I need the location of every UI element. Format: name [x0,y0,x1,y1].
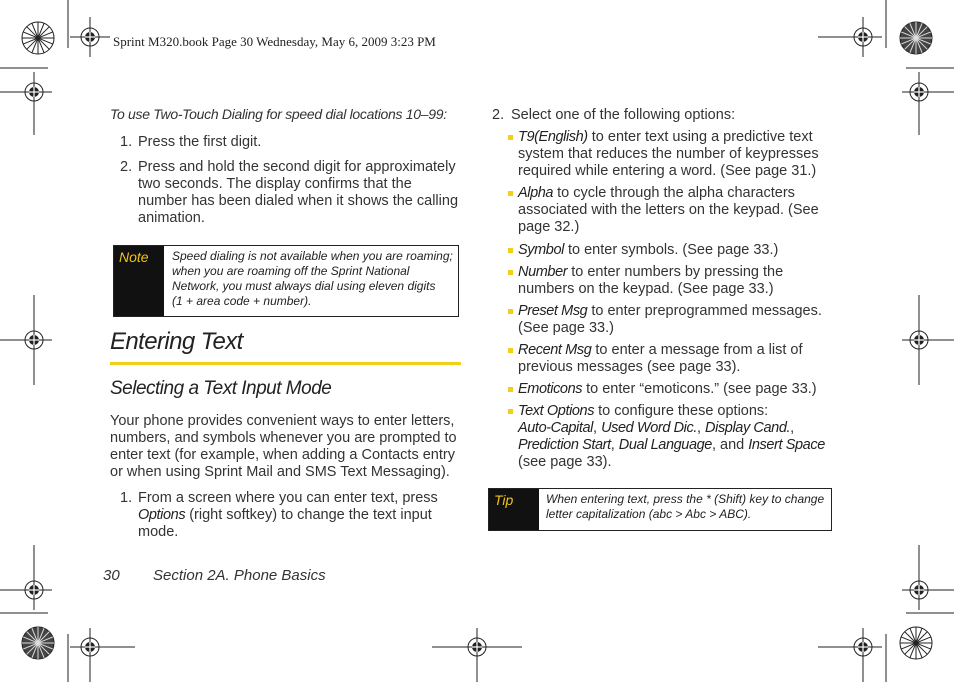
option-term: Number [518,264,568,280]
note-line: when you are roaming off the Sprint National [172,264,410,278]
option-term: Emoticons [518,381,583,397]
note-line: (1 + area code + number). [172,294,312,308]
step-text: Press and hold the second digit for approximately two seconds. The display confirms that the number has been dialed when it shows the calling animation. [138,159,459,226]
option-term: Text Options [518,403,595,419]
tip-line: When entering text, press the * (Shift) key to change [546,492,825,506]
page-number: 30 [103,567,120,584]
note-tag: Note [114,246,164,316]
bullet-square [508,191,513,196]
bullet-square [508,409,513,414]
step-number: 1. [120,134,133,150]
bullet-square [508,270,513,275]
section-subheading: Selecting a Text Input Mode [110,378,332,399]
step-number: 2. [492,107,505,123]
tip-line: letter capitalization (abc > Abc > ABC). [546,507,752,521]
bullet-square [508,387,513,392]
bullet-square [508,135,513,140]
step-text: Press the first digit. [138,134,262,150]
bullet-square [508,248,513,253]
section-heading: Entering Text [110,328,243,355]
heading-rule [110,362,461,365]
two-touch-intro: To use Two-Touch Dialing for speed dial locations 10–99: [110,106,447,122]
tip-tag: Tip [489,489,539,530]
note-text [172,249,456,309]
option-term: T9(English) [518,129,588,145]
intro-paragraph: Your phone provides convenient ways to enter letters, numbers, and symbols whenever you are prompted to enter text (for example, when adding a Contacts entry or when using Sprint Mail and SMS Text Messaging). [110,413,457,480]
step-number: 1. [120,490,133,506]
option-term: Preset Msg [518,303,588,319]
bullet-square [508,348,513,353]
step-text: From a screen where you can enter text, press Options (right softkey) to change the text input mode. [138,490,438,540]
note-line: Network, you must always dial using eleven digits [172,279,436,293]
note-line: Speed dialing is not available when you are roaming; [172,249,453,263]
option-term: Symbol [518,242,564,258]
option-term: Recent Msg [518,342,592,358]
options-softkey-term: Options [138,507,186,523]
bullet-square [508,309,513,314]
section-footer: Section 2A. Phone Basics [153,567,326,584]
option-term: Alpha [518,185,554,201]
tip-text [546,492,829,522]
note-box [113,245,459,317]
print-header: Sprint M320.book Page 30 Wednesday, May 6, 2009 3:23 PM [113,34,436,49]
step-text: Select one of the following options: [511,107,736,123]
tip-box [488,488,832,531]
step-number: 2. [120,159,133,175]
